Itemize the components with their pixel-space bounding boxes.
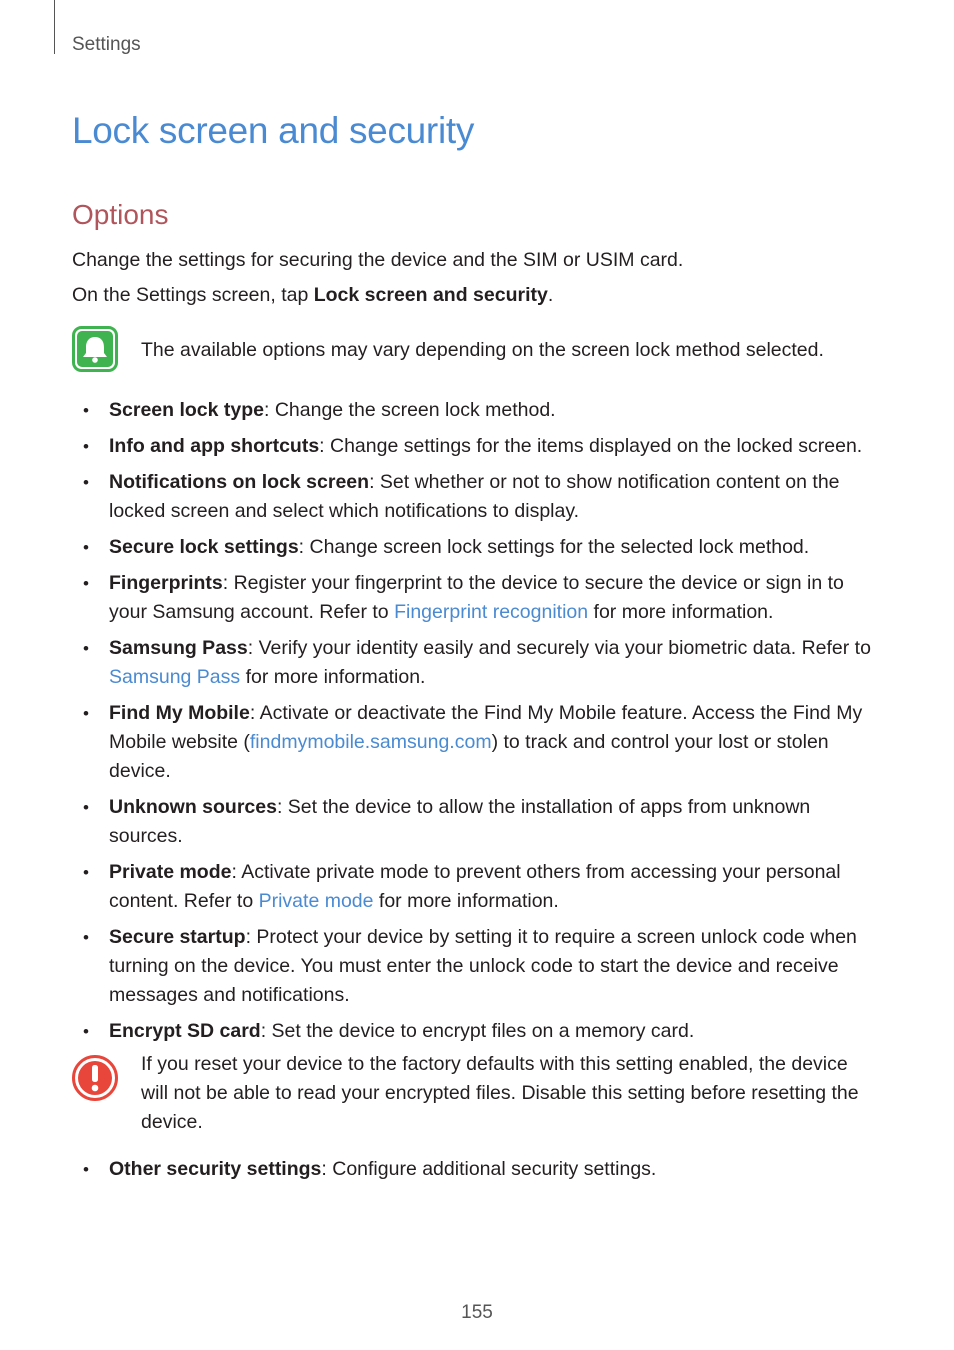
option-description: : Set the device to allow the installation of apps from unknown sources. [109,796,811,847]
option-description: : Activate private mode to prevent others from accessing your personal content. Refer to [109,861,841,912]
option-term: Info and app shortcuts [109,435,320,457]
header-divider [54,0,55,54]
list-item [72,923,872,1010]
option-description-end: for more information. [373,890,559,912]
list-item [72,569,872,627]
bullet-icon: • [83,401,89,420]
bullet-icon: • [83,1160,89,1179]
option-description-end: ) to track and control your lost or stolen device. [109,731,829,782]
option-description: : Register your fingerprint to the device to secure the device or sign in to your Samsung account. Refer to [109,572,844,623]
option-term: Fingerprints [109,572,223,594]
option-description: : Set whether or not to show notification content on the locked screen and select which notifications to display. [109,471,840,522]
reference-link[interactable]: Private mode [258,890,374,912]
option-term: Unknown sources [109,796,277,818]
list-item [72,858,872,916]
reference-link[interactable]: findmymobile.samsung.com [249,731,492,753]
list-item [72,396,872,425]
option-description: : Change screen lock settings for the selected lock method. [298,536,810,558]
list-item [72,1155,872,1184]
bullet-icon: • [83,473,89,492]
bullet-icon: • [83,704,89,723]
option-term: Secure startup [109,926,246,948]
option-term: Screen lock type [109,399,264,421]
warning-text: If you reset your device to the factory defaults with this setting enabled, the device will not be able to read your encrypted files. Disable this setting before resetting the device. [141,1053,859,1133]
options-list [72,396,872,1053]
exclamation-icon [72,1055,118,1101]
option-term: Notifications on lock screen [109,471,370,493]
option-description-end: for more information. [240,666,426,688]
option-description: : Set the device to encrypt files on a memory card. [260,1020,695,1042]
list-item [72,468,872,526]
bell-icon [72,326,118,372]
option-description-end: for more information. [588,601,774,623]
option-description: : Verify your identity easily and securely via your biometric data. Refer to [247,637,871,659]
option-description: : Configure additional security settings. [321,1158,657,1180]
option-term: Samsung Pass [109,637,248,659]
bullet-icon: • [83,1022,89,1041]
bullet-icon: • [83,863,89,882]
option-description: : Change settings for the items displayed on the locked screen. [319,435,863,457]
bullet-icon: • [83,437,89,456]
option-term: Encrypt SD card [109,1020,261,1042]
reference-link[interactable]: Samsung Pass [109,666,241,688]
menu-path: Lock screen and security [313,284,548,306]
breadcrumb: Settings [72,34,141,55]
options-list-continued [72,1155,872,1191]
option-description: : Activate or deactivate the Find My Mobile feature. Access the Find My Mobile website ( [109,702,863,753]
note-text: The available options may vary depending on the screen lock method selected. [141,339,824,361]
option-description: : Protect your device by setting it to require a screen unlock code when turning on the device. You must enter the unlock code to start the device and receive messages and notifications. [109,926,857,1006]
bullet-icon: • [83,538,89,557]
option-term: Secure lock settings [109,536,299,558]
list-item [72,699,872,786]
reference-link[interactable]: Fingerprint recognition [394,601,589,623]
bullet-icon: • [83,639,89,658]
option-term: Other security settings [109,1158,322,1180]
list-item [72,793,872,851]
intro-line-2: On the Settings screen, tap Lock screen and security. [72,284,554,306]
list-item [72,1017,872,1046]
section-title: Options [72,199,169,230]
page-title: Lock screen and security [72,110,475,151]
option-term: Find My Mobile [109,702,250,724]
bullet-icon: • [83,928,89,947]
bullet-icon: • [83,574,89,593]
bullet-icon: • [83,798,89,817]
option-description: : Change the screen lock method. [264,399,556,421]
list-item [72,432,872,461]
page-number: 155 [461,1302,493,1323]
option-term: Private mode [109,861,232,883]
intro-line-1: Change the settings for securing the device and the SIM or USIM card. [72,249,684,271]
list-item [72,634,872,692]
list-item [72,533,872,562]
